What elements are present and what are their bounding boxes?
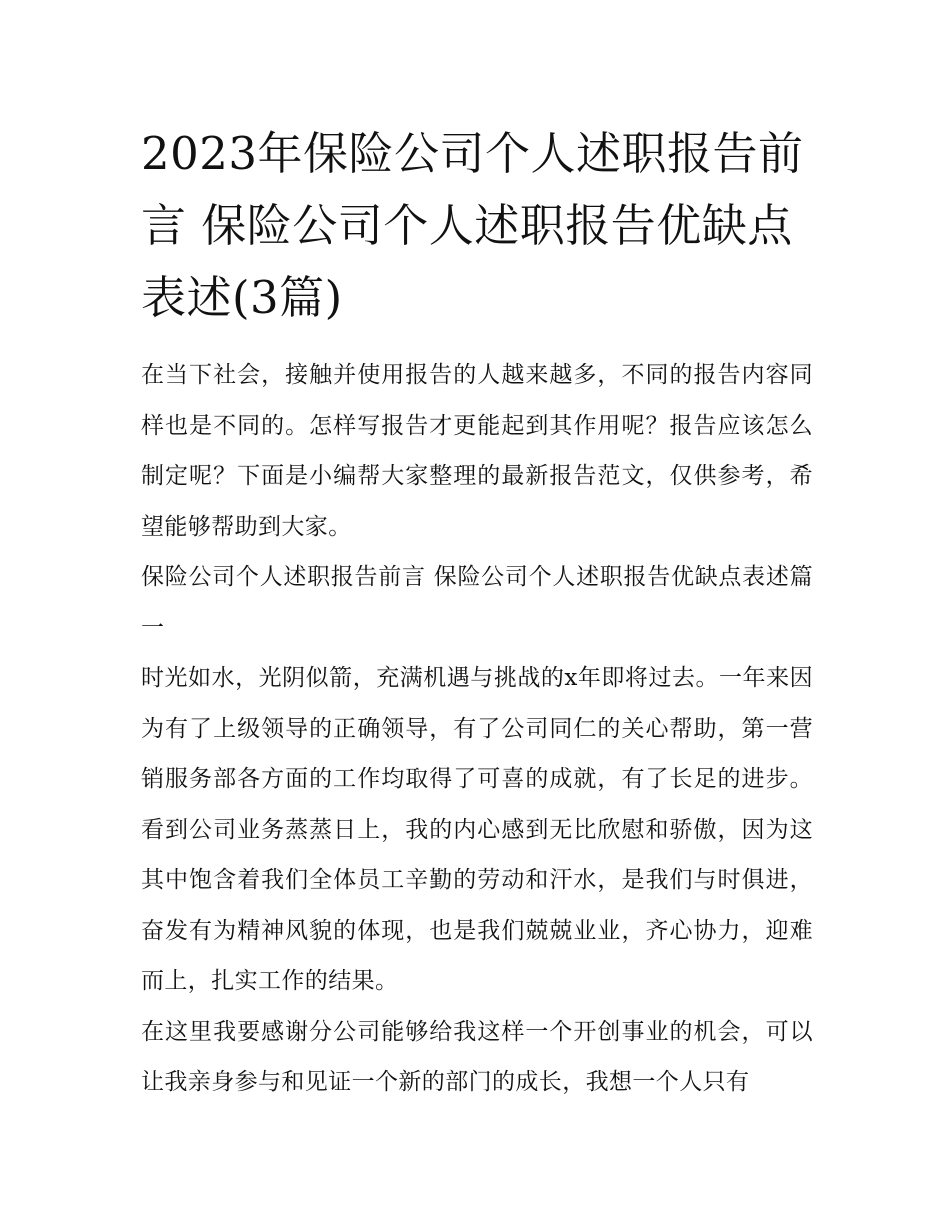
document-page: [141, 118, 813, 1108]
paragraph-body-2: 在这里我要感谢分公司能够给我这样一个开创事业的机会，可以让我亲身参与和见证一个新的部门的成长，我想一个人只有: [141, 1018, 813, 1095]
document-title: 2023年保险公司个人述职报告前言 保险公司个人述职报告优缺点表述(3篇): [141, 127, 804, 324]
paragraph-body-1: 时光如水，光阴似箭，充满机遇与挑战的x年即将过去。一年来因为有了上级领导的正确领导，有了公司同仁的关心帮助，第一营销服务部各方面的工作均取得了可喜的成就，有了长足的进步。看到公司业务蒸蒸日上，我的内心感到无比欣慰和骄傲，因为这其中饱含着我们全体员工辛勤的劳动和汗水，是我们与时俱进，奋发有为精神风貌的体现，也是我们兢兢业业，齐心协力，迎难而上，扎实工作的结果。: [141, 665, 813, 994]
document-body: [141, 350, 813, 1108]
paragraph-intro: 在当下社会，接触并使用报告的人越来越多，不同的报告内容同样也是不同的。怎样写报告才更能起到其作用呢？报告应该怎么制定呢？下面是小编帮大家整理的最新报告范文，仅供参考，希望能够帮助到大家。: [141, 362, 813, 540]
paragraph-section-heading: 保险公司个人述职报告前言 保险公司个人述职报告优缺点表述篇一: [141, 564, 813, 641]
